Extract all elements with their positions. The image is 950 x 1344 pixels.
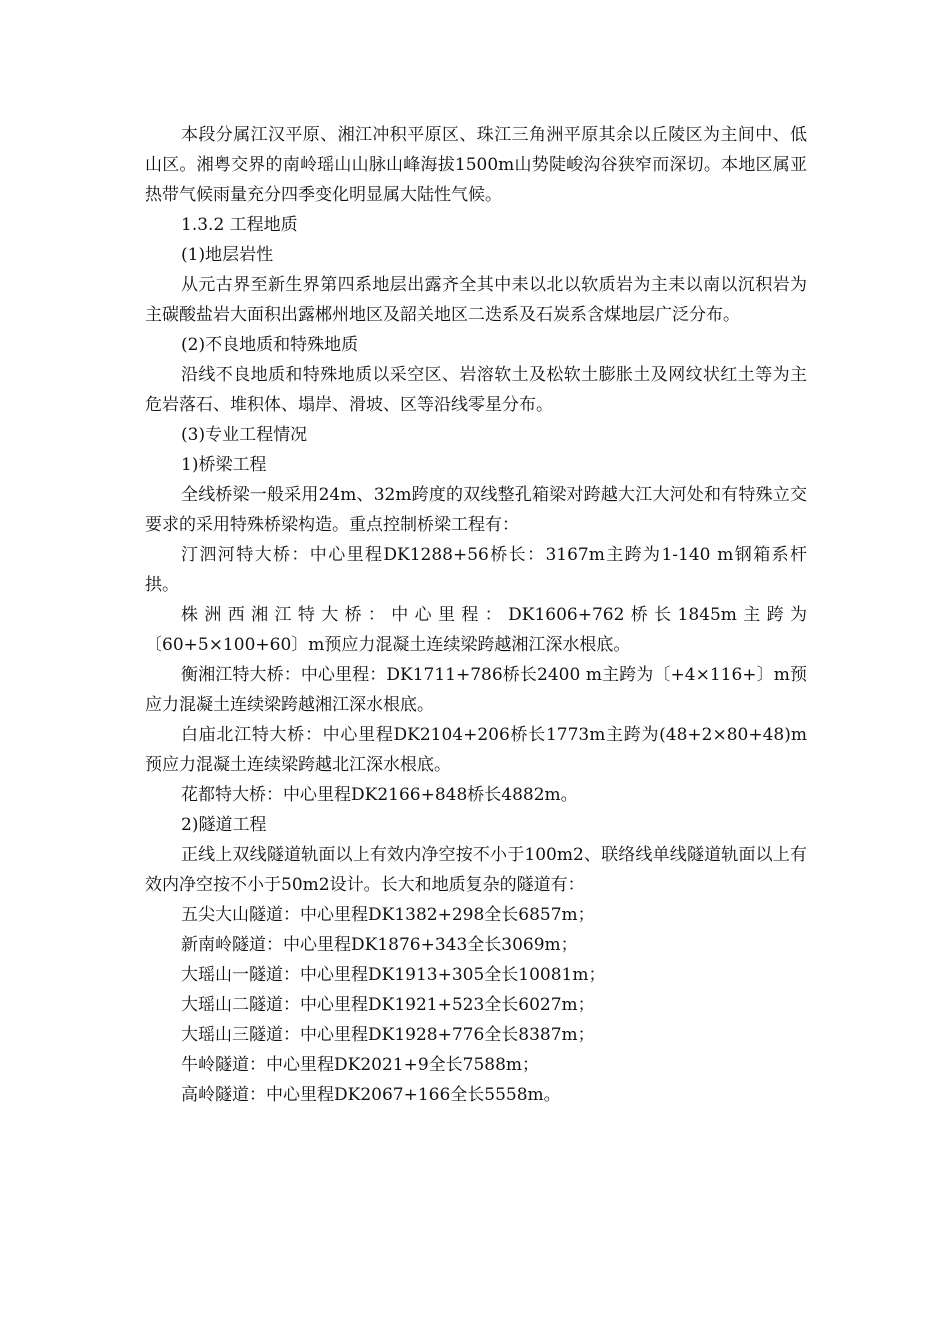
subheading-tunnel-engineering: 2)隧道工程 bbox=[181, 815, 267, 835]
paragraph-tunnels-intro: 正线上双线隧道轨面以上有效内净空按不小于100m2、联络线单线隧道轨面以上有效内净空按不小于50m2设计。长大和地质复杂的隧道有： bbox=[145, 845, 807, 895]
list-item-tunnel: 牛岭隧道：中心里程DK2021+9全长7588m； bbox=[181, 1055, 540, 1075]
subheading-bridge-engineering: 1)桥梁工程 bbox=[181, 455, 267, 475]
section-heading-engineering-geology: 1.3.2 工程地质 bbox=[181, 215, 298, 235]
subheading-adverse-geology: (2)不良地质和特殊地质 bbox=[181, 335, 359, 355]
list-item-tunnel: 大瑶山一隧道：中心里程DK1913+305全长10081m； bbox=[181, 965, 606, 985]
document-body bbox=[145, 120, 807, 1110]
subheading-special-engineering: (3)专业工程情况 bbox=[181, 425, 308, 445]
list-item-bridge: 衡湘江特大桥：中心里程：DK1711+786桥长2400 m主跨为〔+4×116+〕m预应力混凝土连续梁跨越湘江深水根底。 bbox=[145, 665, 807, 715]
list-item-tunnel: 大瑶山二隧道：中心里程DK1921+523全长6027m； bbox=[181, 995, 595, 1015]
list-item-tunnel: 高岭隧道：中心里程DK2067+166全长5558m。 bbox=[181, 1085, 561, 1105]
paragraph-stratum: 从元古界至新生界第四系地层出露齐全其中耒以北以软质岩为主耒以南以沉积岩为主碳酸盐岩大面积出露郴州地区及韶关地区二迭系及石炭系含煤地层广泛分布。 bbox=[145, 275, 807, 325]
paragraph-terrain: 本段分属江汉平原、湘江冲积平原区、珠江三角洲平原其余以丘陵区为主间中、低山区。湘粤交界的南岭瑶山山脉山峰海拔1500m山势陡峻沟谷狭窄而深切。本地区属亚热带气候雨量充分四季变化明显属大陆性气候。 bbox=[145, 125, 807, 205]
list-item-tunnel: 五尖大山隧道：中心里程DK1382+298全长6857m； bbox=[181, 905, 595, 925]
list-item-tunnel: 大瑶山三隧道：中心里程DK1928+776全长8387m； bbox=[181, 1025, 595, 1045]
list-item-tunnel: 新南岭隧道：中心里程DK1876+343全长3069m； bbox=[181, 935, 578, 955]
list-item-bridge: 白庙北江特大桥：中心里程DK2104+206桥长1773m主跨为(48+2×80+48)m预应力混凝土连续梁跨越北江深水根底。 bbox=[145, 725, 807, 775]
paragraph-adverse-geology: 沿线不良地质和特殊地质以采空区、岩溶软土及松软土膨胀土及网纹状红土等为主危岩落石、堆积体、塌岸、滑坡、区等沿线零星分布。 bbox=[145, 365, 807, 415]
list-item-bridge: 花都特大桥：中心里程DK2166+848桥长4882m。 bbox=[181, 785, 578, 805]
subheading-stratum-lithology: (1)地层岩性 bbox=[181, 245, 274, 265]
paragraph-bridges-intro: 全线桥梁一般采用24m、32m跨度的双线整孔箱梁对跨越大江大河处和有特殊立交要求的采用特殊桥梁构造。重点控制桥梁工程有： bbox=[145, 485, 807, 535]
list-item-bridge: 汀泗河特大桥：中心里程DK1288+56桥长：3167m主跨为1-140 m钢箱系杆拱。 bbox=[145, 545, 807, 595]
list-item-bridge: 株洲西湘江特大桥：中心里程：DK1606+762桥长1845m主跨为〔60+5×100+60〕m预应力混凝土连续梁跨越湘江深水根底。 bbox=[145, 605, 807, 655]
